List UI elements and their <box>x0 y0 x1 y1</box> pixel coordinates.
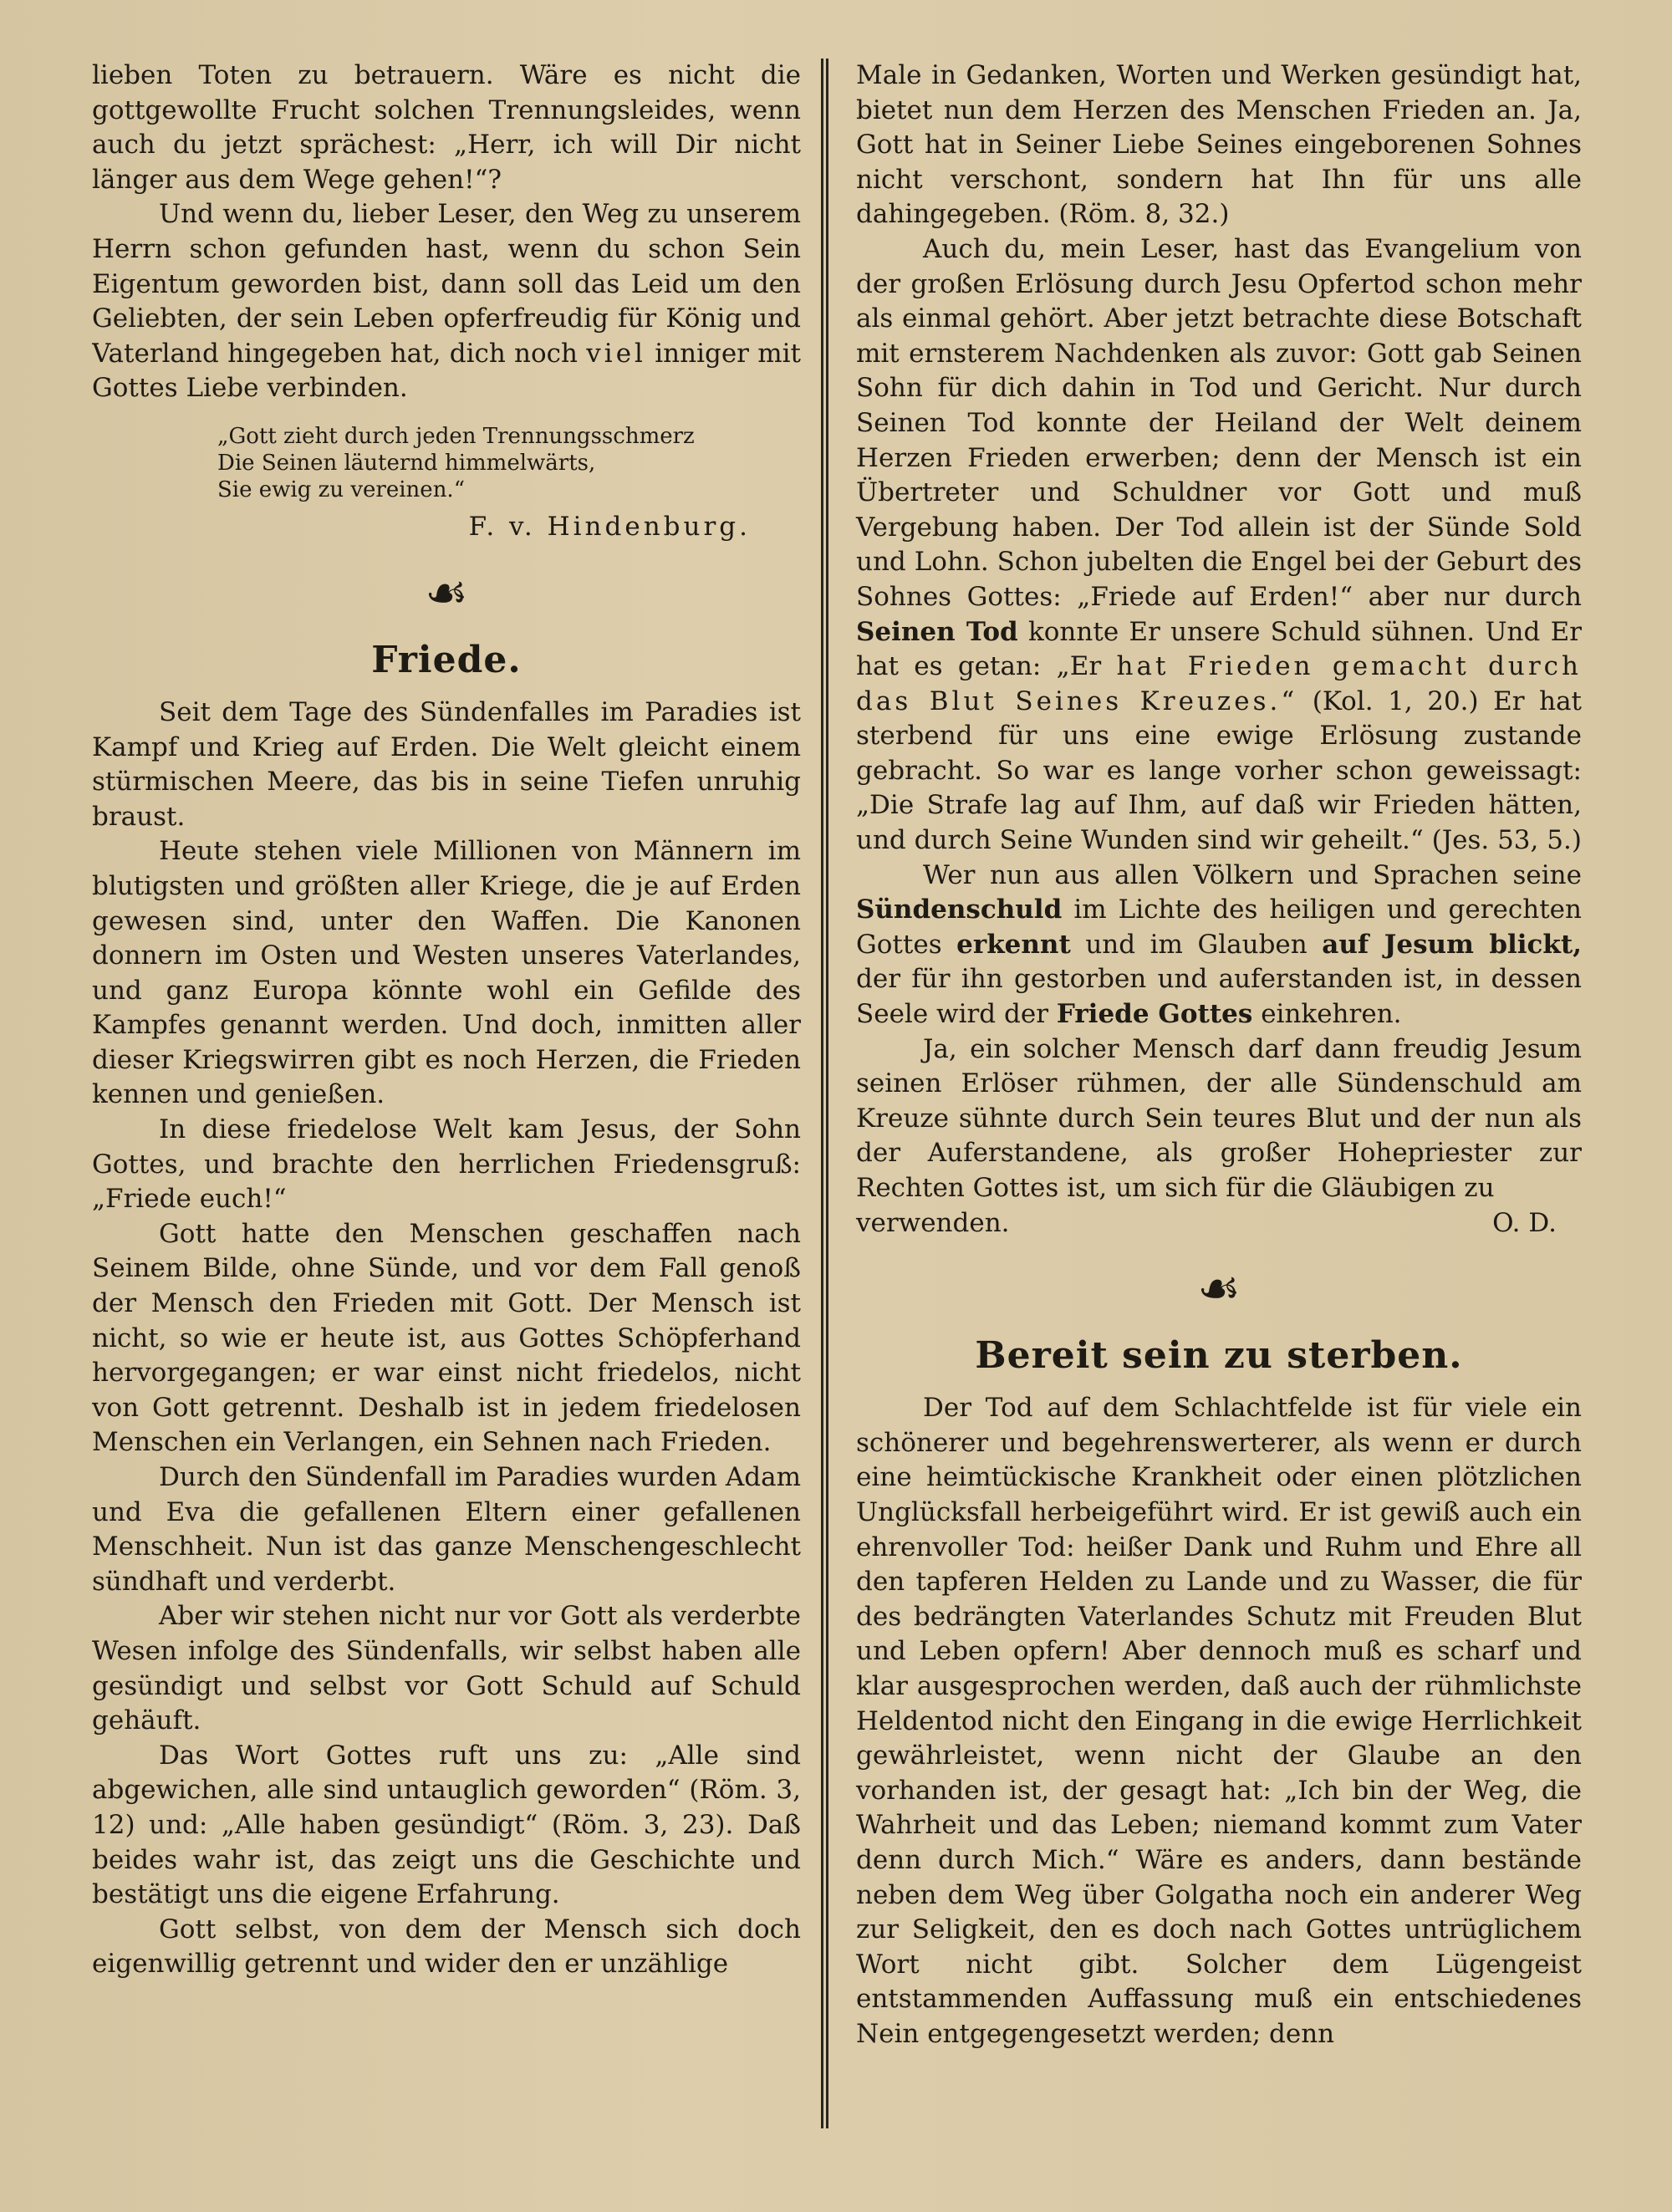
gospel-spaced-quote: hat Frieden gemacht durch das Blut Seines Kreuzes.“ <box>856 651 1582 716</box>
continued-paragraph-right: Male in Gedanken, Worten und Werken gesündigt hat, bietet nun dem Herzen des Menschen Frieden an. Ja, Gott hat in Seiner Liebe Seines eingeborenen Sohnes nicht verschont, sondern hat Ihn für uns alle dahingegeben. (Röm. 8, 32.) <box>856 60 1582 230</box>
poem-line-3: Sie ewig zu vereinen.“ <box>217 477 465 502</box>
faith-text-b: im Lichte des heiligen und gerechten Gottes <box>856 894 1582 960</box>
faith-bold-2: erkennt <box>956 929 1071 960</box>
poem-line-2: Die Seinen läuternd himmelwärts, <box>217 450 596 476</box>
two-column-layout <box>92 59 1613 2162</box>
poem-author: F. v. Hindenburg. <box>468 511 751 542</box>
article-paragraph-3: In diese friedelose Welt kam Jesus, der Sohn Gottes, und brachte den herrlichen Friedensgruß: „Friede euch!“ <box>92 1114 801 1215</box>
article2-paragraph-1: Der Tod auf dem Schlachtfelde ist für viele ein schönerer und begehrenswerterer, als wenn er durch eine heimtückische Krankheit oder einen plötzlichen Unglücksfall herbeigeführt wird. Er ist gewiß auch ein ehrenvoller Tod: heißer Dank und Ruhm und Ehre all den tapferen Helden zu Lande und zu Wasser, die für des bedrängten Vaterlandes Schutz mit Freuden Blut und Leben opfern! Aber dennoch muß es scharf und klar ausgesprochen werden, daß auch der rühmlichste Heldentod nicht den Eingang in die ewige Herrlichkeit gewährleistet, wenn nicht der Glaube an den vorhanden ist, der gesagt hat: „Ich bin der Weg, die Wahrheit und das Leben; niemand kommt zum Vater denn durch Mich.“ Wäre es anders, dann bestände neben dem Weg über Golgatha noch ein anderer Weg zur Seligkeit, den es doch nach Gottes untrüglichem Wort nicht gibt. Solcher dem Lügengeist entstammenden Auffassung muß ein entschiedenes Nein entgegengesetzt werden; denn <box>856 1393 1582 2049</box>
reader-paragraph <box>92 197 801 406</box>
faith-text-d: der für ihn gestorben und auferstanden ist, in dessen Seele wird der <box>856 964 1582 1030</box>
article-title-bereit: Bereit sein zu sterben. <box>975 1334 1463 1378</box>
fleuron-ornament-icon-2: ☙ <box>1197 1260 1241 1318</box>
reader-text-b: inniger mit Gottes Liebe verbinden. <box>92 338 801 404</box>
article-title-friede: Friede. <box>371 638 522 681</box>
faith-text-a: Wer nun aus allen Völkern und Sprachen seine <box>923 859 1582 890</box>
article-paragraph-8: Gott selbst, von dem der Mensch sich doch eigenwillig getrennt und wider den er unzählige <box>92 1914 801 1980</box>
faith-bold-3: auf Jesum blickt, <box>1322 929 1582 960</box>
gospel-text-a: Auch du, mein Leser, hast das Evangelium von der großen Erlösung durch Jesu Opfertod schon mehr als einmal gehört. Aber jetzt betrachte diese Botschaft mit ernsterem Nachdenken als zuvor: Gott gab Seinen Sohn für dich dahin in Tod und Gericht. Nur durch Seinen Tod konnte der Heiland der Welt deinem Herzen Frieden erwerben; denn der Mensch ist ein Übertreter und Schuldner vor Gott und muß Vergebung haben. Der Tod allein ist der Sünde Sold und Lohn. Schon jubelten die Engel bei der Geburt des Sohnes Gottes: „Friede auf Erden!“ aber nur durch <box>856 233 1582 612</box>
closing-last-word: verwenden. <box>856 1207 1010 1238</box>
closing-line <box>856 1206 1582 1241</box>
article-paragraph-6: Aber wir stehen nicht nur vor Gott als verderbte Wesen infolge des Sündenfalls, wir selbst haben alle gesündigt und selbst vor Gott Schuld auf Schuld gehäuft. <box>92 1601 801 1736</box>
column-divider <box>819 59 829 2162</box>
reader-emphasis: viel <box>586 338 646 369</box>
fleuron-ornament-icon: ☙ <box>425 563 468 621</box>
article-paragraph-2: Heute stehen viele Millionen von Männern im blutigsten und größten aller Kriege, die je auf Erden gewesen sind, unter den Waffen. Die Kanonen donnern im Osten und Westen unseres Vaterlandes, und ganz Europa könnte wohl ein Gefilde des Kampfes genannt werden. Und doch, inmitten aller dieser Kriegswirren gibt es noch Herzen, die Frieden kennen und genießen. <box>92 836 801 1110</box>
faith-bold-1: Sündenschuld <box>856 894 1063 925</box>
gospel-text-c: (Kol. 1, 20.) Er hat sterbend für uns eine ewige Erlösung zustande gebracht. So war es lange vorher schon geweissagt: „Die Strafe lag auf Ihm, auf daß wir Frieden hätten, und durch Seine Wunden sind wir geheilt.“ (Jes. 53, 5.) <box>856 686 1582 856</box>
poem-line-1: „Gott zieht durch jeden Trennungsschmerz <box>217 423 695 449</box>
reader-text-a: Und wenn du, lieber Leser, den Weg zu unserem Herrn schon gefunden hast, wenn du schon Sein Eigentum geworden bist, dann soll das Leid um den Geliebten, der sein Leben opferfreudig für König und Vaterland hingegeben hat, dich noch <box>92 199 801 369</box>
gospel-bold: Seinen Tod <box>856 616 1018 647</box>
right-column <box>829 59 1582 2162</box>
article-paragraph-1: Seit dem Tage des Sündenfalles im Paradies ist Kampf und Krieg auf Erden. Die Welt gleicht einem stürmischen Meere, das bis in seine Tiefen unruhig braust. <box>92 696 801 832</box>
faith-text-c: und im Glauben <box>1085 929 1308 960</box>
closing-paragraph: Ja, ein solcher Mensch darf dann freudig Jesum seinen Erlöser rühmen, der alle Sündenschuld am Kreuze sühnte durch Sein teures Blut und der nun als der Auferstandene, als großer Hohepriester zur Rechten Gottes ist, um sich für die Gläubigen zu <box>856 1033 1582 1203</box>
article-signature: O. D. <box>1492 1207 1557 1238</box>
faith-text-e: einkehren. <box>1261 999 1402 1030</box>
article-paragraph-4: Gott hatte den Menschen geschaffen nach Seinem Bilde, ohne Sünde, und vor dem Fall genoß der Mensch den Frieden mit Gott. Der Mensch ist nicht, so wie er heute ist, aus Gottes Schöpferhand hervorgegangen; er war einst nicht friedelos, nicht von Gott getrennt. Deshalb ist in jedem friedelosen Menschen ein Verlangen, ein Sehnen nach Frieden. <box>92 1218 801 1458</box>
gospel-paragraph <box>856 232 1582 859</box>
article-paragraph-5: Durch den Sündenfall im Paradies wurden Adam und Eva die gefallenen Eltern einer gefallenen Menschheit. Nun ist das ganze Menschengeschlecht sündhaft und verderbt. <box>92 1462 801 1597</box>
continued-paragraph: lieben Toten zu betrauern. Wäre es nicht die gottgewollte Frucht solchen Trennungsleides, wenn auch du jetzt sprächest: „Herr, ich will Dir nicht länger aus dem Wege gehen!“? <box>92 60 801 195</box>
faith-bold-4: Friede Gottes <box>1056 999 1253 1030</box>
left-column <box>92 59 819 2162</box>
poem-quote <box>217 423 801 503</box>
gospel-text-b: konnte Er unsere Schuld sühnen. Und Er hat es getan: „Er <box>856 616 1582 682</box>
faith-paragraph <box>856 859 1582 1032</box>
article-paragraph-7: Das Wort Gottes ruft uns zu: „Alle sind abgewichen, alle sind untauglich geworden“ (Röm. 3, 12) und: „Alle haben gesündigt“ (Röm. 3, 23). Daß beides wahr ist, das zeigt uns die Geschichte und bestätigt uns die eigene Erfahrung. <box>92 1740 801 1910</box>
